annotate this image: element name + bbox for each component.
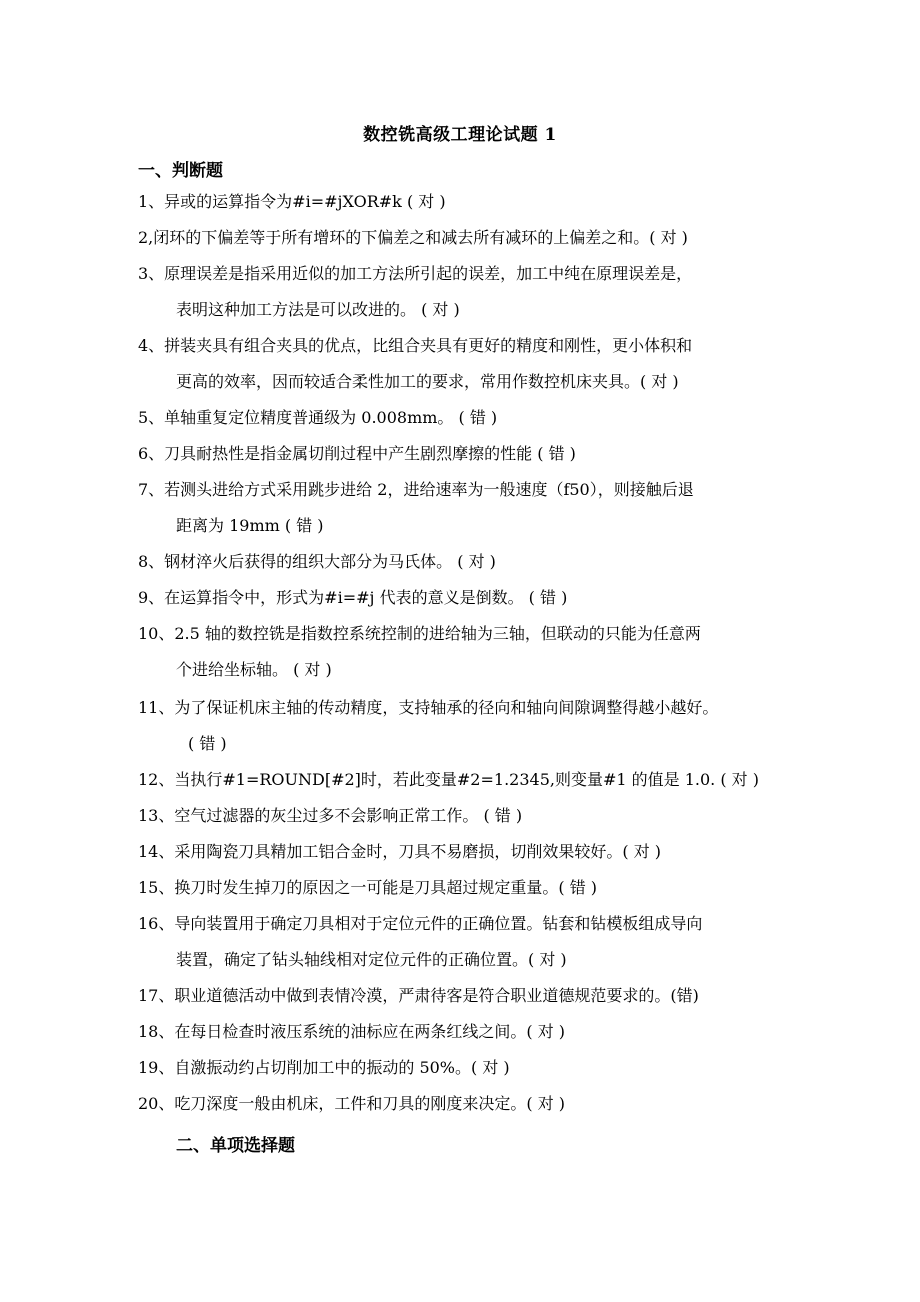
question-15: 15、换刀时发生掉刀的原因之一可能是刀具超过规定重量。( 错 ) <box>138 878 598 897</box>
section-heading-single-choice: 二、单项选择题 <box>176 1136 295 1156</box>
question-3: 3、原理误差是指采用近似的加工方法所引起的误差，加工中纯在原理误差是， <box>138 264 693 283</box>
question-3-cont: 表明这种加工方法是可以改进的。 ( 对 ) <box>176 300 460 319</box>
question-7: 7、若测头进给方式采用跳步进给 2，进给速率为一般速度（f50），则接触后退 <box>138 480 694 499</box>
question-1: 1、异或的运算指令为#i=#jXOR#k ( 对 ) <box>138 192 446 211</box>
question-2: 2,闭环的下偏差等于所有增环的下偏差之和减去所有减环的上偏差之和。( 对 ) <box>138 228 688 247</box>
question-9: 9、在运算指令中，形式为#i=#j 代表的意义是倒数。 ( 错 ) <box>138 588 568 607</box>
question-13: 13、空气过滤器的灰尘过多不会影响正常工作。 ( 错 ) <box>138 806 523 825</box>
question-18: 18、在每日检查时液压系统的油标应在两条红线之间。( 对 ) <box>138 1022 566 1041</box>
question-16: 16、导向装置用于确定刀具相对于定位元件的正确位置。钻套和钻模板组成导向 <box>138 914 703 933</box>
question-17: 17、职业道德活动中做到表情冷漠，严肃待客是符合职业道德规范要求的。(错) <box>138 986 699 1005</box>
section-heading-judgment: 一、判断题 <box>138 161 223 181</box>
question-4: 4、拼装夹具有组合夹具的优点，比组合夹具有更好的精度和刚性，更小体积和 <box>138 336 693 355</box>
question-14: 14、采用陶瓷刀具精加工铝合金时，刀具不易磨损，切削效果较好。( 对 ) <box>138 842 662 861</box>
question-4-cont: 更高的效率，因而较适合柔性加工的要求，常用作数控机床夹具。( 对 ) <box>176 372 679 391</box>
question-20: 20、吃刀深度一般由机床，工件和刀具的刚度来决定。( 对 ) <box>138 1094 566 1113</box>
question-10: 10、2.5 轴的数控铣是指数控系统控制的进给轴为三轴，但联动的只能为任意两 <box>138 624 701 643</box>
question-19: 19、自激振动约占切削加工中的振动的 50%。( 对 ) <box>138 1058 510 1077</box>
page-title: 数控铣高级工理论试题 1 <box>363 125 557 145</box>
question-12: 12、当执行#1=ROUND[#2]时，若此变量#2=1.2345,则变量#1 的值是 1.0. ( 对 ) <box>138 770 759 789</box>
question-7-cont: 距离为 19mm ( 错 ) <box>176 516 324 535</box>
question-11: 11、为了保证机床主轴的传动精度，支持轴承的径向和轴向间隙调整得越小越好。 <box>138 698 719 717</box>
question-6: 6、刀具耐热性是指金属切削过程中产生剧烈摩擦的性能 ( 错 ) <box>138 444 576 463</box>
question-8: 8、钢材淬火后获得的组织大部分为马氏体。 ( 对 ) <box>138 552 496 571</box>
question-16-cont: 装置，确定了钻头轴线相对定位元件的正确位置。( 对 ) <box>176 950 567 969</box>
question-5: 5、单轴重复定位精度普通级为 0.008mm。 ( 错 ) <box>138 408 498 427</box>
question-11-cont: ( 错 ) <box>188 734 227 753</box>
question-10-cont: 个进给坐标轴。 ( 对 ) <box>176 660 332 679</box>
